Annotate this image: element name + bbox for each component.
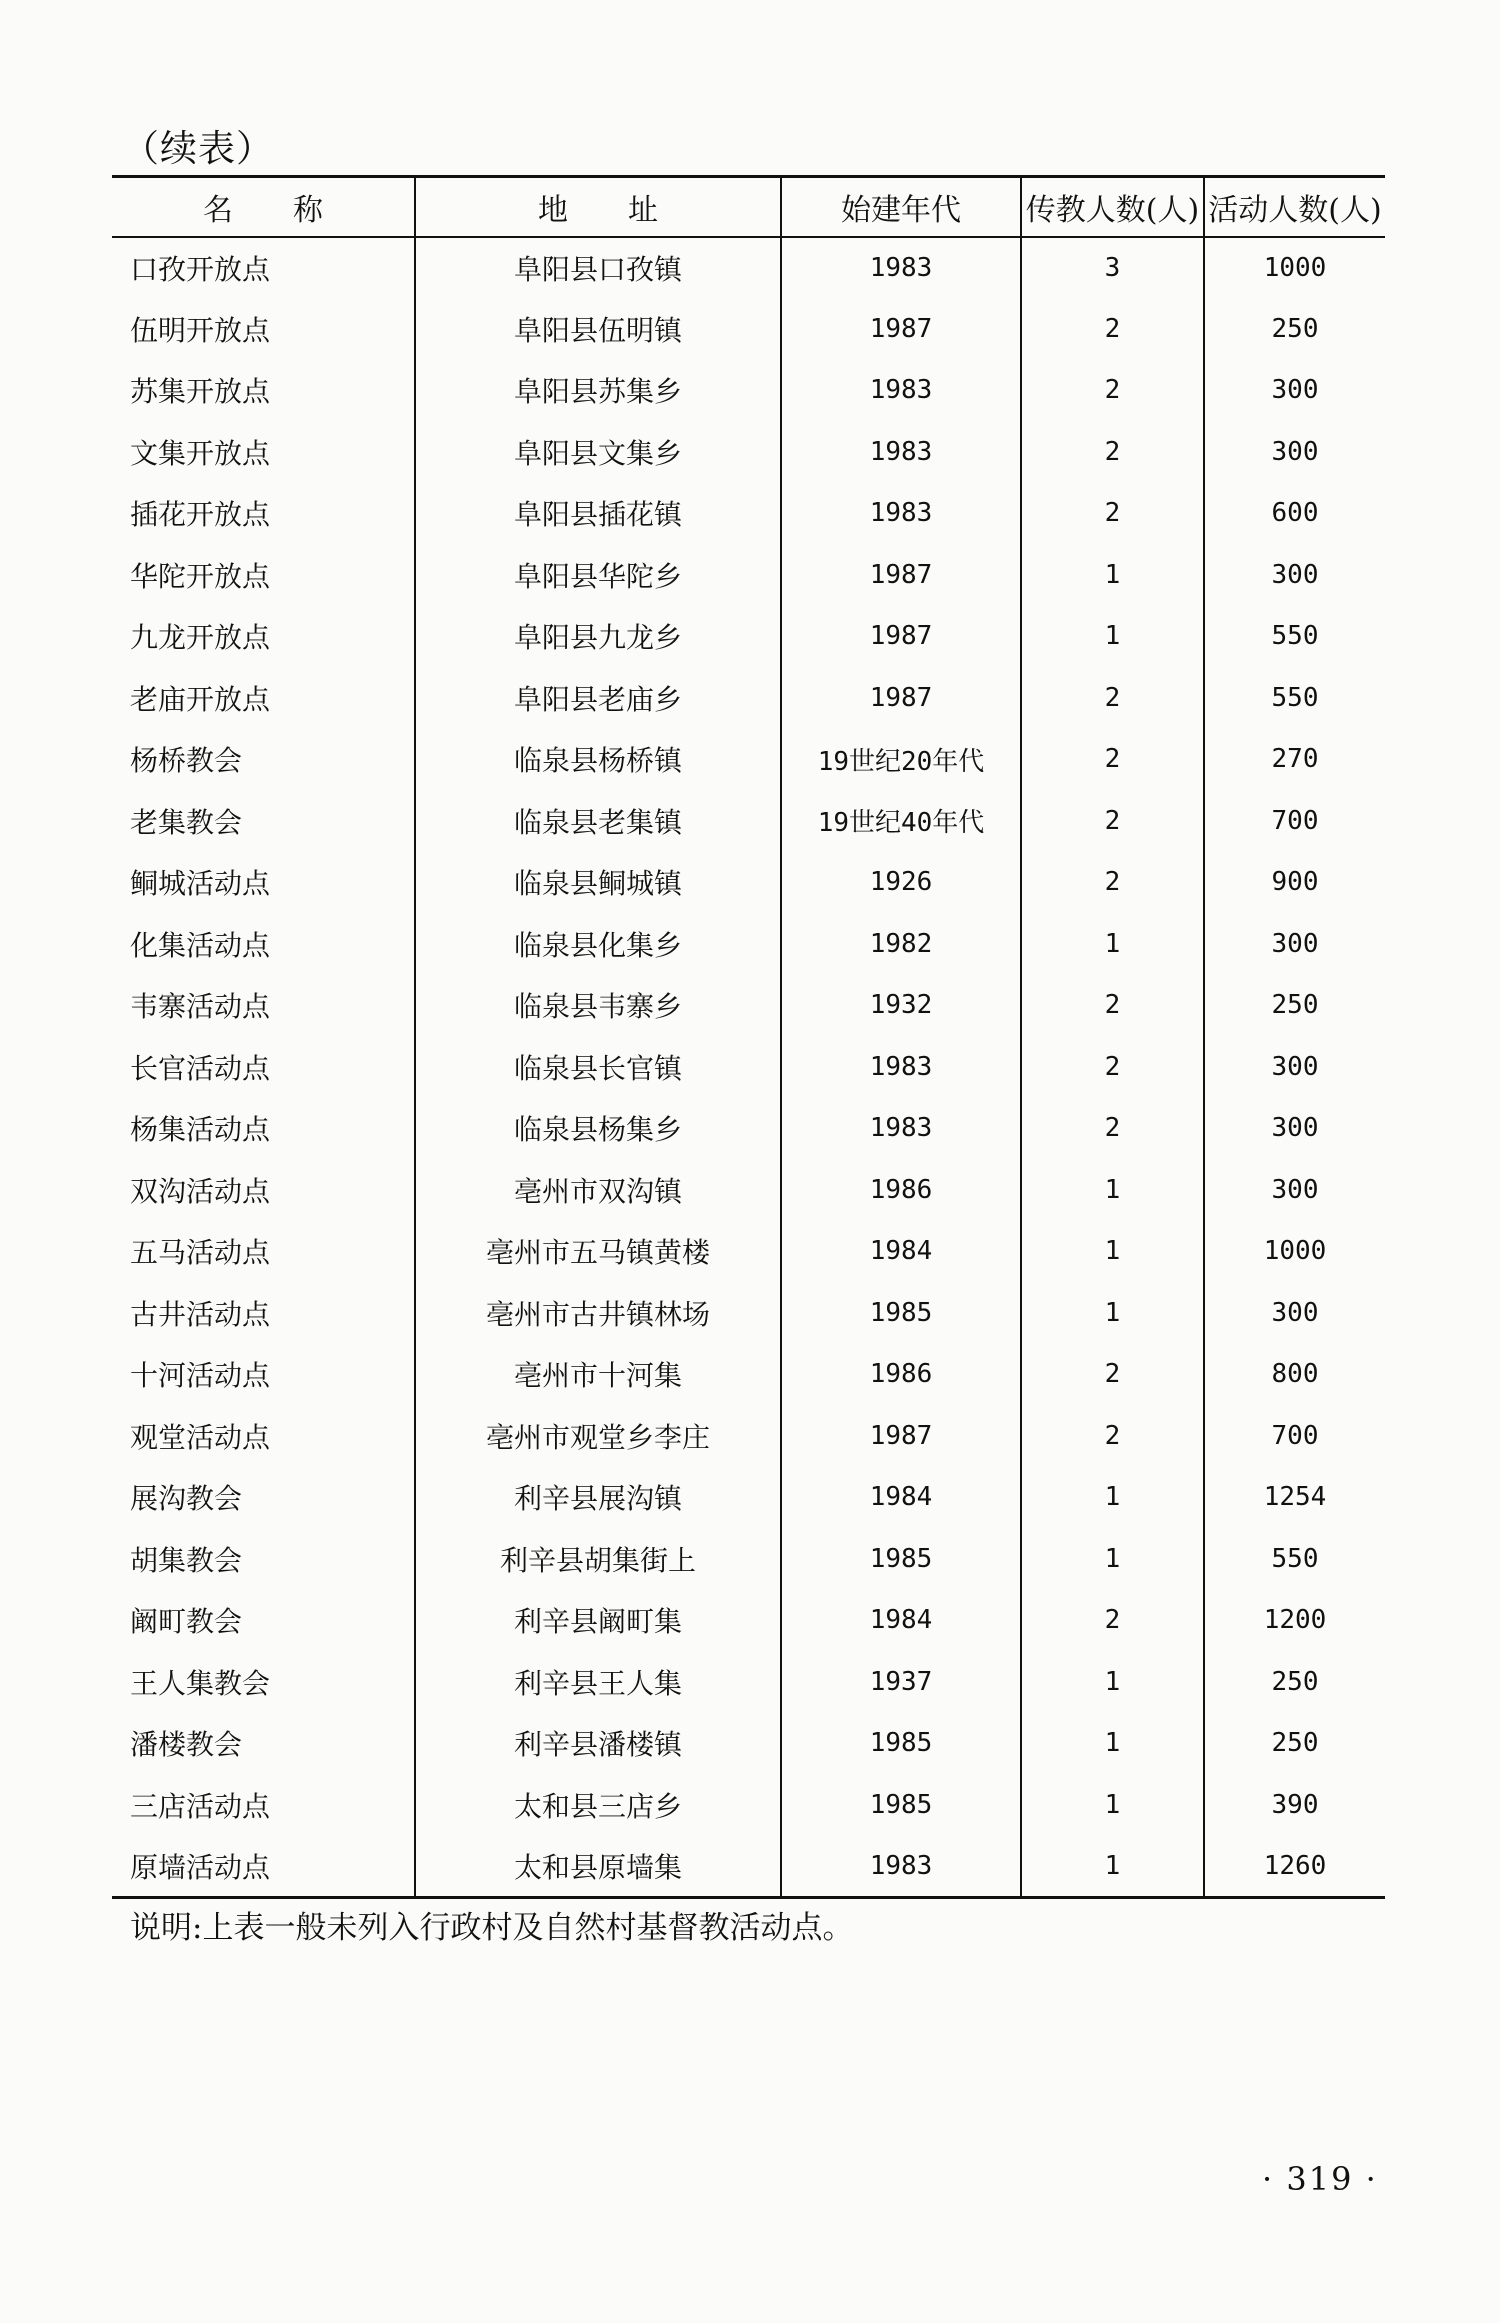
- cell-attendees: 300: [1204, 1159, 1385, 1221]
- cell-founded: 1932: [781, 975, 1021, 1037]
- cell-address: 利辛县潘楼镇: [415, 1713, 781, 1775]
- table-row: [112, 1036, 1385, 1098]
- cell-founded: 19世纪40年代: [781, 790, 1021, 852]
- header-address: 地 址: [415, 177, 781, 237]
- cell-preachers: 1: [1021, 1467, 1204, 1529]
- table-row: [112, 1344, 1385, 1406]
- table-row: [112, 975, 1385, 1037]
- cell-founded: 1983: [781, 1036, 1021, 1098]
- cell-founded: 1987: [781, 298, 1021, 360]
- cell-address: 阜阳县老庙乡: [415, 667, 781, 729]
- cell-name: 伍明开放点: [130, 313, 271, 347]
- cell-preachers: 2: [1021, 1590, 1204, 1652]
- table-row: [112, 667, 1385, 729]
- cell-attendees: 300: [1204, 421, 1385, 483]
- table-header-row: [112, 177, 1385, 237]
- cell-name: 文集开放点: [130, 436, 271, 470]
- cell-preachers: 2: [1021, 298, 1204, 360]
- cell-founded: 1983: [781, 237, 1021, 299]
- table-row: [112, 1221, 1385, 1283]
- cell-address: 临泉县长官镇: [415, 1036, 781, 1098]
- cell-name: 韦寨活动点: [130, 990, 271, 1024]
- table-row: [112, 1590, 1385, 1652]
- cell-name: 杨桥教会: [130, 744, 243, 778]
- cell-attendees: 300: [1204, 544, 1385, 606]
- cell-founded: 19世纪20年代: [781, 729, 1021, 791]
- cell-preachers: 1: [1021, 1282, 1204, 1344]
- cell-founded: 1987: [781, 667, 1021, 729]
- cell-address: 临泉县鲖城镇: [415, 852, 781, 914]
- cell-preachers: 1: [1021, 1221, 1204, 1283]
- cell-name: 五马活动点: [130, 1236, 271, 1270]
- header-preachers: 传教人数(人): [1021, 177, 1204, 237]
- table-row: [112, 1836, 1385, 1898]
- cell-attendees: 1200: [1204, 1590, 1385, 1652]
- cell-attendees: 600: [1204, 483, 1385, 545]
- cell-preachers: 1: [1021, 1713, 1204, 1775]
- cell-name: 潘楼教会: [130, 1728, 243, 1762]
- cell-name: 观堂活动点: [130, 1420, 271, 1454]
- cell-preachers: 1: [1021, 544, 1204, 606]
- cell-preachers: 2: [1021, 1344, 1204, 1406]
- cell-attendees: 390: [1204, 1774, 1385, 1836]
- cell-founded: 1984: [781, 1590, 1021, 1652]
- cell-preachers: 2: [1021, 483, 1204, 545]
- cell-address: 阜阳县九龙乡: [415, 606, 781, 668]
- cell-preachers: 1: [1021, 1528, 1204, 1590]
- cell-preachers: 1: [1021, 1651, 1204, 1713]
- table-row: [112, 1651, 1385, 1713]
- cell-founded: 1985: [781, 1774, 1021, 1836]
- cell-attendees: 300: [1204, 360, 1385, 422]
- cell-attendees: 300: [1204, 1282, 1385, 1344]
- table-row: [112, 1282, 1385, 1344]
- cell-name: 插花开放点: [130, 498, 271, 532]
- cell-founded: 1987: [781, 544, 1021, 606]
- cell-preachers: 1: [1021, 1774, 1204, 1836]
- table-row: [112, 913, 1385, 975]
- page-number: · 319 ·: [1262, 2160, 1378, 2198]
- cell-name: 鲖城活动点: [130, 867, 271, 901]
- cell-name: 老集教会: [130, 805, 243, 839]
- cell-attendees: 700: [1204, 790, 1385, 852]
- cell-founded: 1983: [781, 483, 1021, 545]
- cell-founded: 1985: [781, 1713, 1021, 1775]
- cell-attendees: 1254: [1204, 1467, 1385, 1529]
- table-row: [112, 1159, 1385, 1221]
- cell-name: 原墙活动点: [112, 1836, 415, 1898]
- cell-address: 阜阳县插花镇: [415, 483, 781, 545]
- table-row: [112, 237, 1385, 299]
- cell-founded: 1926: [781, 852, 1021, 914]
- table-row: [112, 729, 1385, 791]
- cell-attendees: 550: [1204, 1528, 1385, 1590]
- cell-address: 利辛县胡集街上: [415, 1528, 781, 1590]
- cell-founded: 1983: [781, 1098, 1021, 1160]
- cell-address: 利辛县阚町集: [415, 1590, 781, 1652]
- cell-founded: 1983: [781, 1836, 1021, 1898]
- table-row: [112, 483, 1385, 545]
- cell-attendees: 250: [1204, 298, 1385, 360]
- cell-attendees: 900: [1204, 852, 1385, 914]
- cell-preachers: 2: [1021, 1405, 1204, 1467]
- cell-name: 长官活动点: [130, 1051, 271, 1085]
- cell-founded: 1984: [781, 1467, 1021, 1529]
- cell-attendees: 250: [1204, 1651, 1385, 1713]
- cell-founded: 1937: [781, 1651, 1021, 1713]
- cell-address: 太和县三店乡: [415, 1774, 781, 1836]
- cell-preachers: 2: [1021, 667, 1204, 729]
- cell-preachers: 2: [1021, 975, 1204, 1037]
- header-attendees: 活动人数(人): [1204, 177, 1385, 237]
- cell-founded: 1987: [781, 606, 1021, 668]
- table-row: [112, 1467, 1385, 1529]
- cell-founded: 1984: [781, 1221, 1021, 1283]
- cell-attendees: 800: [1204, 1344, 1385, 1406]
- cell-founded: 1985: [781, 1282, 1021, 1344]
- cell-name: 双沟活动点: [130, 1174, 271, 1208]
- cell-name: 展沟教会: [130, 1482, 243, 1516]
- cell-attendees: 250: [1204, 975, 1385, 1037]
- cell-address: 利辛县展沟镇: [415, 1467, 781, 1529]
- table-row: [112, 421, 1385, 483]
- cell-preachers: 1: [1021, 1159, 1204, 1221]
- cell-address: 亳州市古井镇林场: [415, 1282, 781, 1344]
- cell-name: 三店活动点: [130, 1789, 271, 1823]
- cell-address: 阜阳县口孜镇: [415, 237, 781, 299]
- footnote: 说明:上表一般未列入行政村及自然村基督教活动点。: [130, 1910, 854, 1946]
- cell-address: 阜阳县伍明镇: [415, 298, 781, 360]
- cell-attendees: 1000: [1204, 1221, 1385, 1283]
- cell-attendees: 300: [1204, 1098, 1385, 1160]
- cell-address: 临泉县老集镇: [415, 790, 781, 852]
- table-caption: （续表）: [122, 127, 274, 170]
- cell-founded: 1983: [781, 421, 1021, 483]
- cell-name: 苏集开放点: [130, 375, 271, 409]
- church-table: [112, 175, 1385, 1899]
- table-row: [112, 606, 1385, 668]
- cell-address: 阜阳县华陀乡: [415, 544, 781, 606]
- cell-attendees: 550: [1204, 667, 1385, 729]
- header-name: 名 称: [112, 177, 415, 237]
- cell-address: 临泉县杨集乡: [415, 1098, 781, 1160]
- table-row: [112, 1405, 1385, 1467]
- cell-founded: 1986: [781, 1344, 1021, 1406]
- cell-founded: 1985: [781, 1528, 1021, 1590]
- cell-address: 阜阳县苏集乡: [415, 360, 781, 422]
- cell-attendees: 1000: [1204, 237, 1385, 299]
- cell-attendees: 1260: [1204, 1836, 1385, 1898]
- table-row: [112, 1713, 1385, 1775]
- cell-name: 阚町教会: [130, 1605, 243, 1639]
- cell-preachers: 1: [1021, 913, 1204, 975]
- cell-attendees: 300: [1204, 1036, 1385, 1098]
- table-row: [112, 852, 1385, 914]
- cell-preachers: 1: [1021, 606, 1204, 668]
- cell-name: 华陀开放点: [130, 559, 271, 593]
- cell-attendees: 270: [1204, 729, 1385, 791]
- table-row: [112, 1098, 1385, 1160]
- cell-founded: 1987: [781, 1405, 1021, 1467]
- cell-address: 亳州市观堂乡李庄: [415, 1405, 781, 1467]
- cell-preachers: 2: [1021, 790, 1204, 852]
- cell-name: 十河活动点: [130, 1359, 271, 1393]
- table-row: [112, 790, 1385, 852]
- cell-address: 亳州市十河集: [415, 1344, 781, 1406]
- cell-preachers: 2: [1021, 1098, 1204, 1160]
- cell-address: 临泉县化集乡: [415, 913, 781, 975]
- cell-address: 太和县原墙集: [415, 1836, 781, 1898]
- cell-name: 老庙开放点: [130, 682, 271, 716]
- cell-name: 杨集活动点: [130, 1113, 271, 1147]
- cell-attendees: 300: [1204, 913, 1385, 975]
- cell-name: 胡集教会: [130, 1543, 243, 1577]
- cell-name: 化集活动点: [130, 928, 271, 962]
- cell-attendees: 550: [1204, 606, 1385, 668]
- table-row: [112, 298, 1385, 360]
- cell-address: 临泉县杨桥镇: [415, 729, 781, 791]
- cell-preachers: 1: [1021, 1836, 1204, 1898]
- cell-name: 九龙开放点: [130, 621, 271, 655]
- cell-address: 亳州市五马镇黄楼: [415, 1221, 781, 1283]
- table-body: [112, 237, 1385, 1898]
- cell-founded: 1986: [781, 1159, 1021, 1221]
- cell-name: 口孜开放点: [130, 252, 271, 286]
- cell-preachers: 2: [1021, 729, 1204, 791]
- cell-address: 亳州市双沟镇: [415, 1159, 781, 1221]
- cell-attendees: 250: [1204, 1713, 1385, 1775]
- cell-preachers: 2: [1021, 421, 1204, 483]
- table-row: [112, 1528, 1385, 1590]
- cell-preachers: 3: [1021, 237, 1204, 299]
- cell-name: 王人集教会: [130, 1666, 271, 1700]
- cell-preachers: 2: [1021, 1036, 1204, 1098]
- cell-address: 临泉县韦寨乡: [415, 975, 781, 1037]
- table-row: [112, 544, 1385, 606]
- cell-preachers: 2: [1021, 852, 1204, 914]
- cell-address: 阜阳县文集乡: [415, 421, 781, 483]
- cell-founded: 1982: [781, 913, 1021, 975]
- table-row: [112, 1774, 1385, 1836]
- cell-name: 古井活动点: [130, 1297, 271, 1331]
- cell-founded: 1983: [781, 360, 1021, 422]
- table-row: [112, 360, 1385, 422]
- cell-attendees: 700: [1204, 1405, 1385, 1467]
- cell-address: 利辛县王人集: [415, 1651, 781, 1713]
- header-founded: 始建年代: [781, 177, 1021, 237]
- cell-preachers: 2: [1021, 360, 1204, 422]
